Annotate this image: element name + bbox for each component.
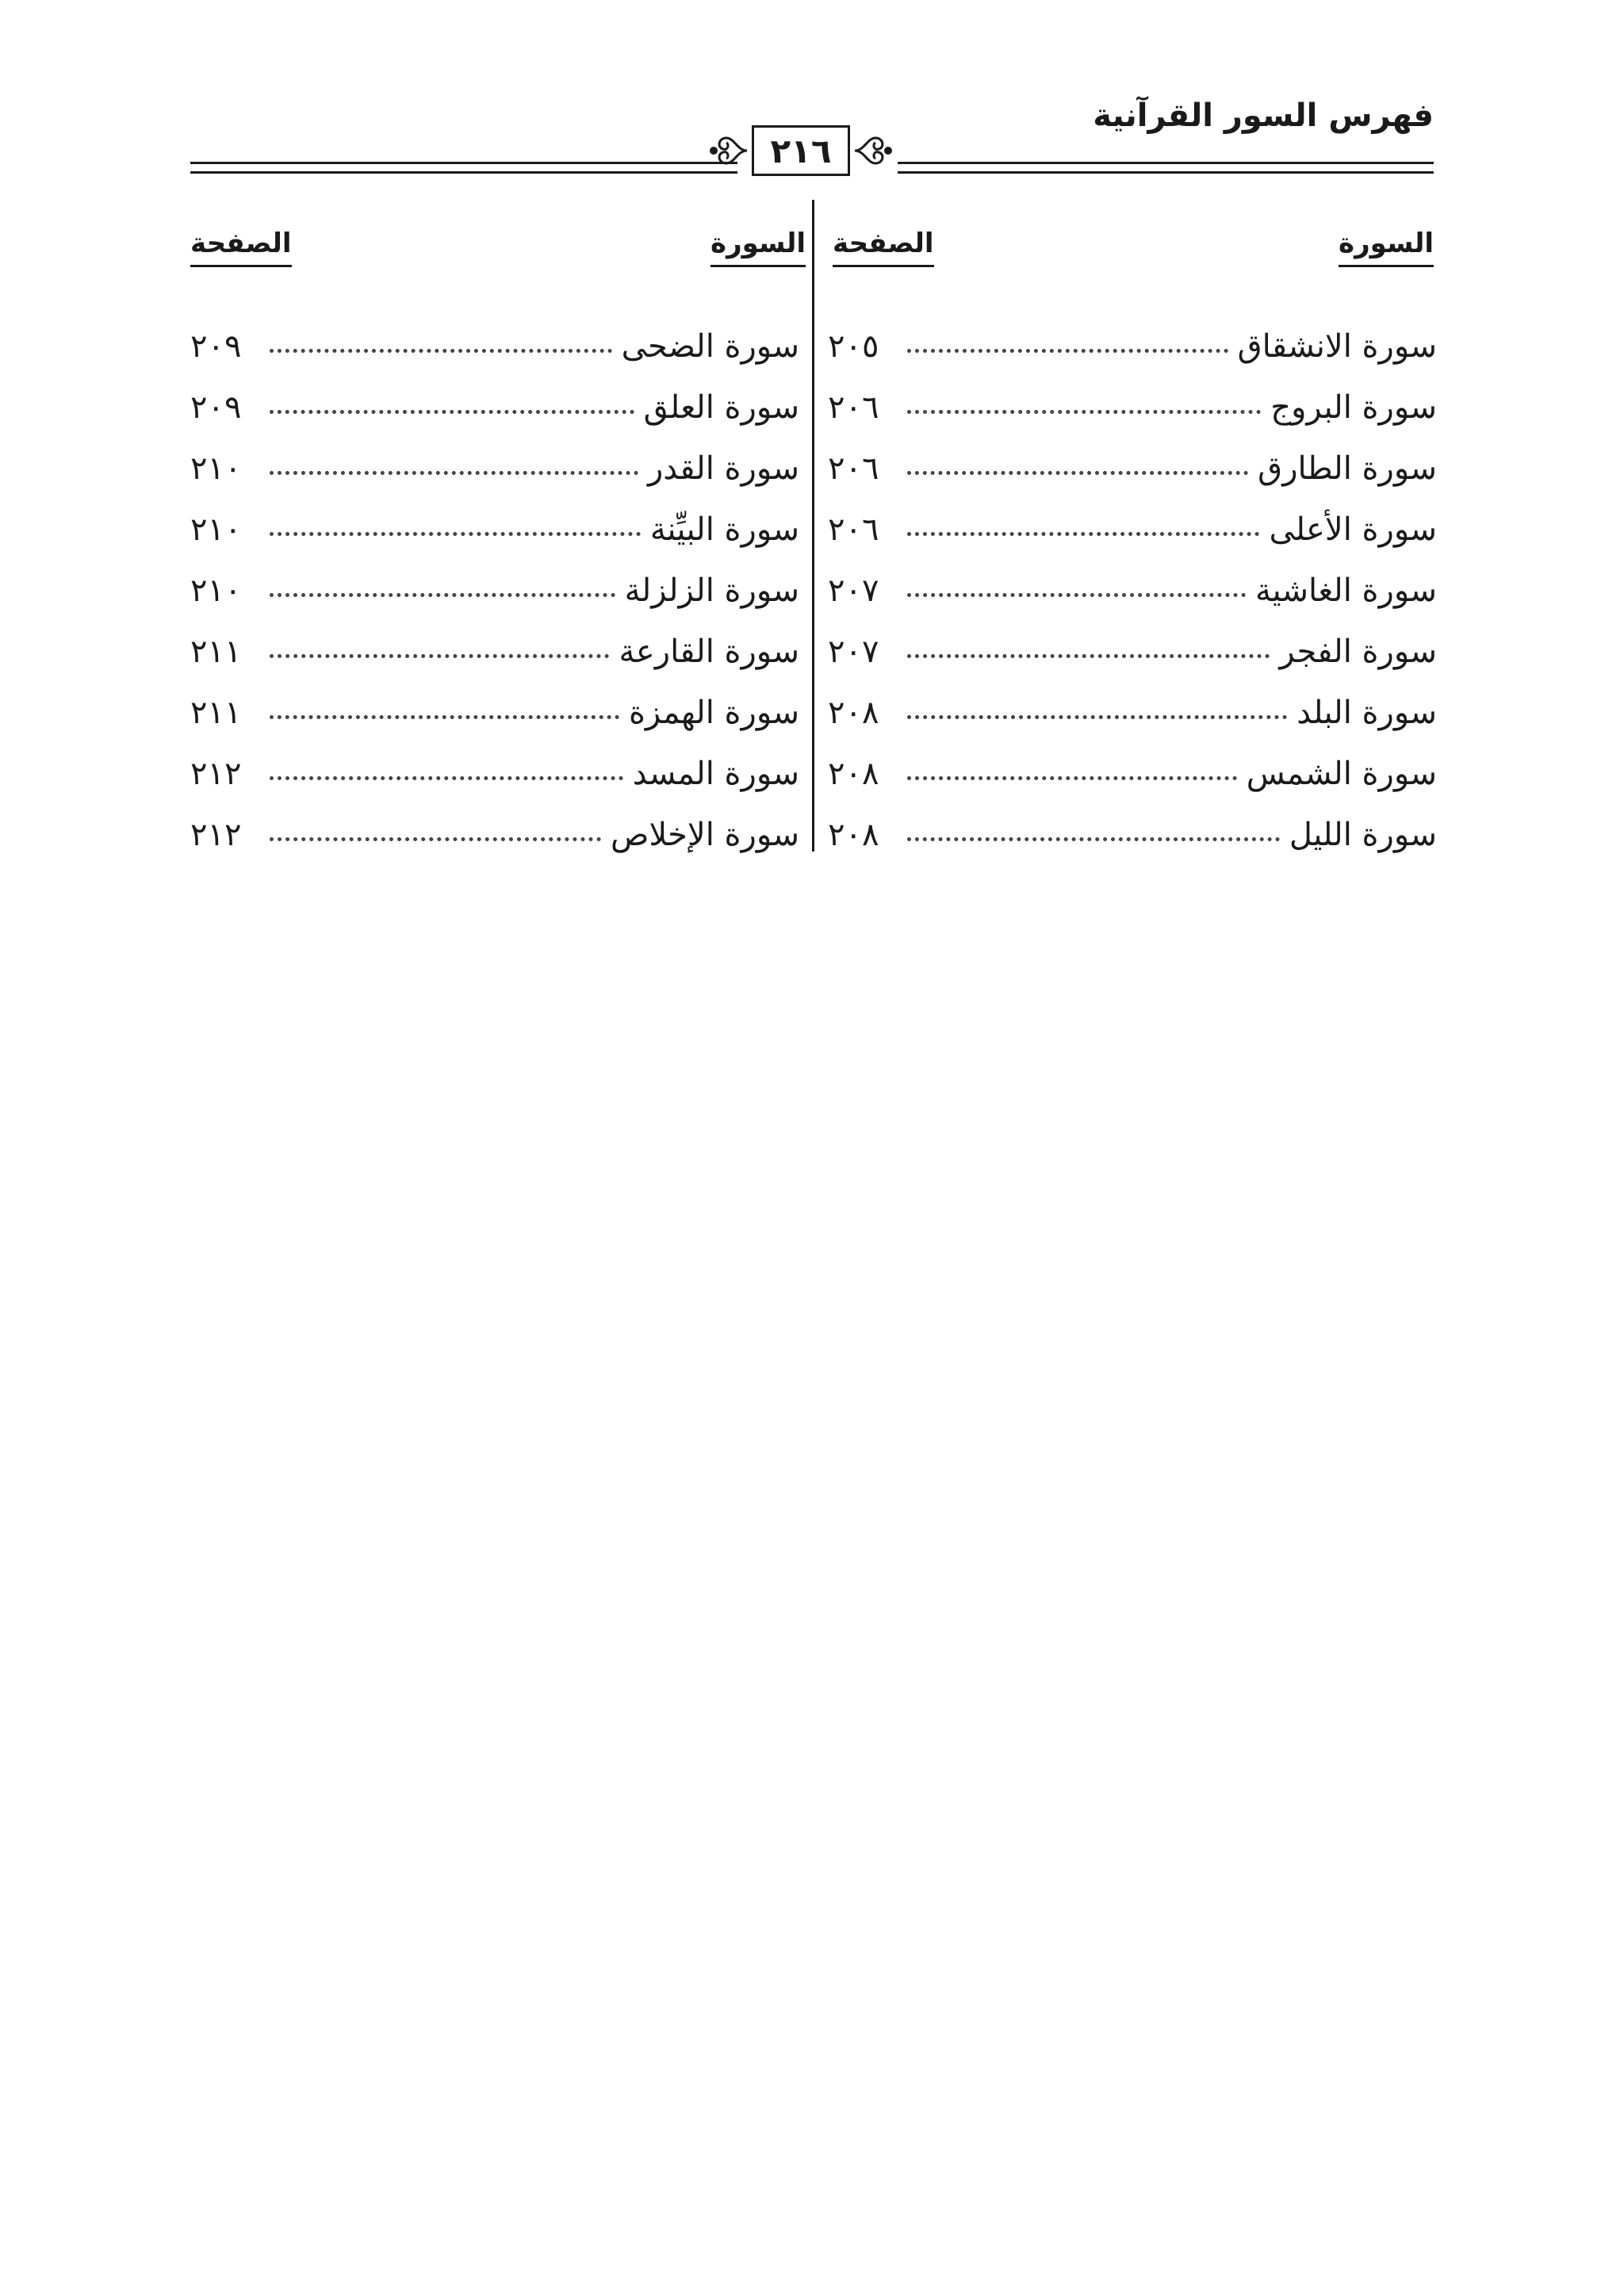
page-number: ٢١٦ <box>752 125 850 176</box>
dot-leader <box>907 593 1246 597</box>
page-ref: ٢١١ <box>190 694 242 731</box>
dot-leader <box>907 532 1259 536</box>
flourish-right-icon <box>852 127 896 174</box>
dot-leader <box>270 593 615 597</box>
index-row <box>828 499 1437 560</box>
surah-name: سورة الطارق <box>1258 450 1437 487</box>
dot-leader <box>270 532 641 536</box>
dot-leader <box>907 837 1280 841</box>
surah-name: سورة البلد <box>1297 694 1437 731</box>
surah-name: سورة القارعة <box>619 633 799 670</box>
index-row <box>828 621 1437 682</box>
dot-leader <box>907 410 1261 414</box>
surah-name: سورة البروج <box>1270 389 1437 426</box>
left-column-page-heading: الصفحة <box>190 230 292 267</box>
dot-leader <box>907 654 1270 658</box>
surah-name: سورة الضحى <box>621 327 799 365</box>
left-column-list <box>190 316 799 865</box>
surah-name: سورة الغاشية <box>1255 572 1437 609</box>
surah-name: سورة الإخلاص <box>610 816 799 853</box>
dot-leader <box>907 471 1248 475</box>
page-ref: ٢٠٨ <box>828 755 879 792</box>
dot-leader <box>907 776 1237 780</box>
page-ref: ٢١٢ <box>190 816 242 853</box>
dot-leader <box>270 776 623 780</box>
page-ref: ٢٠٨ <box>828 816 879 853</box>
page-ref: ٢٠٩ <box>190 389 242 426</box>
header-rule-right-top <box>898 162 1434 164</box>
surah-name: سورة الأعلى <box>1269 511 1437 548</box>
right-column-surah-heading: السورة <box>1339 230 1434 267</box>
index-row <box>190 438 799 499</box>
page-ref: ٢١٢ <box>190 755 242 792</box>
dot-leader <box>270 471 638 475</box>
index-row <box>190 804 799 865</box>
surah-name: سورة الليل <box>1289 816 1437 853</box>
index-row <box>828 804 1437 865</box>
surah-name: سورة الزلزلة <box>624 572 799 609</box>
dot-leader <box>270 715 619 719</box>
index-row <box>828 377 1437 438</box>
dot-leader <box>270 837 601 841</box>
index-row <box>828 316 1437 377</box>
index-row <box>190 621 799 682</box>
running-header-title: فهرس السور القرآنية <box>1093 98 1434 134</box>
page-ref: ٢٠٨ <box>828 694 879 731</box>
index-row <box>190 682 799 743</box>
index-row <box>828 682 1437 743</box>
page-ref: ٢١٠ <box>190 572 242 609</box>
dot-leader <box>907 349 1228 353</box>
surah-name: سورة الانشقاق <box>1237 327 1437 365</box>
surah-name: سورة المسد <box>632 755 799 792</box>
page-ref: ٢١٠ <box>190 450 242 487</box>
surah-name: سورة الهمزة <box>628 694 799 731</box>
page-ref: ٢٠٦ <box>828 450 879 487</box>
page-ref: ٢٠٧ <box>828 633 879 670</box>
dot-leader <box>907 715 1287 719</box>
surah-name: سورة البيِّنة <box>649 511 799 548</box>
index-row <box>190 499 799 560</box>
index-row <box>828 743 1437 804</box>
header-rule-left-bottom <box>190 171 737 174</box>
page-ref: ٢٠٩ <box>190 327 242 365</box>
left-column-surah-heading: السورة <box>710 230 806 267</box>
header-rule-left-top <box>190 162 737 164</box>
surah-name: سورة القدر <box>647 450 799 487</box>
page-ref: ٢١١ <box>190 633 242 670</box>
column-divider <box>812 200 814 852</box>
header-rule-right-bottom <box>898 171 1434 174</box>
dot-leader <box>270 654 609 658</box>
index-row <box>190 316 799 377</box>
right-column-list <box>828 316 1437 865</box>
surah-name: سورة العلق <box>643 389 799 426</box>
page-ref: ٢٠٦ <box>828 511 879 548</box>
index-row <box>190 560 799 621</box>
page-ref: ٢٠٦ <box>828 389 879 426</box>
page-ref: ٢٠٥ <box>828 327 879 365</box>
dot-leader <box>270 410 634 414</box>
index-row <box>828 438 1437 499</box>
surah-name: سورة الفجر <box>1279 633 1437 670</box>
surah-name: سورة الشمس <box>1246 755 1437 792</box>
index-row <box>190 377 799 438</box>
page-ref: ٢١٠ <box>190 511 242 548</box>
right-column-page-heading: الصفحة <box>833 230 934 267</box>
flourish-left-icon <box>706 127 750 174</box>
index-row <box>828 560 1437 621</box>
index-row <box>190 743 799 804</box>
dot-leader <box>270 349 612 353</box>
page-ref: ٢٠٧ <box>828 572 879 609</box>
